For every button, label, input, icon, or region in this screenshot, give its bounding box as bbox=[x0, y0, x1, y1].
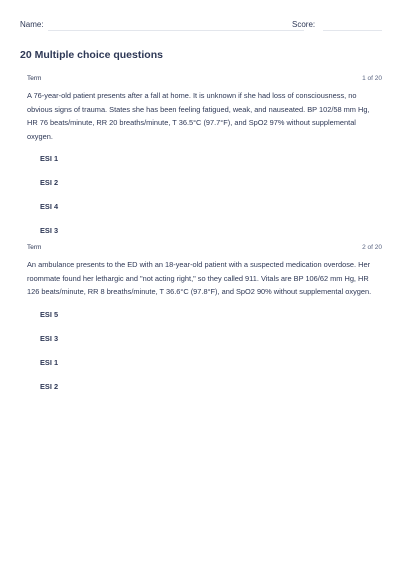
question-text: An ambulance presents to the ED with an 18-year-old patient with a suspected medication overdose. Her roommate found her lethargic and "not acting right," so they called 911. Vitals are BP 106/62 mm Hg, HR 126 beats/minute, RR 8 breaths/minute, T 36.6°C (97.8°F), and SpO2 90% without supplemental oxygen. bbox=[27, 260, 372, 296]
radio-icon[interactable] bbox=[27, 227, 34, 234]
score-field-line[interactable] bbox=[323, 30, 382, 31]
question-card bbox=[27, 75, 382, 249]
question-counter: 1 of 20 bbox=[362, 75, 382, 82]
answer-option-label: ESI 2 bbox=[40, 381, 59, 391]
answer-option-label: ESI 3 bbox=[40, 226, 59, 235]
radio-icon[interactable] bbox=[27, 155, 34, 162]
name-field-line[interactable] bbox=[48, 30, 304, 31]
answer-option-label: ESI 2 bbox=[40, 178, 59, 187]
radio-icon[interactable] bbox=[27, 311, 34, 318]
answer-options bbox=[27, 153, 382, 249]
radio-icon[interactable] bbox=[27, 359, 34, 366]
answer-option-label: ESI 5 bbox=[40, 309, 59, 319]
question-card bbox=[27, 244, 382, 405]
answer-option[interactable] bbox=[27, 309, 382, 333]
section-title: 20 Multiple choice questions bbox=[20, 49, 163, 61]
answer-option[interactable] bbox=[27, 333, 382, 357]
radio-icon[interactable] bbox=[27, 203, 34, 210]
answer-option[interactable] bbox=[27, 357, 382, 381]
answer-option-label: ESI 4 bbox=[40, 202, 59, 211]
answer-option-label: ESI 3 bbox=[40, 333, 59, 343]
answer-option[interactable] bbox=[27, 201, 382, 225]
answer-option-label: ESI 1 bbox=[40, 154, 59, 163]
question-term-label: Term bbox=[27, 244, 42, 251]
radio-icon[interactable] bbox=[27, 179, 34, 186]
radio-icon[interactable] bbox=[27, 335, 34, 342]
question-term-label: Term bbox=[27, 75, 42, 82]
question-text: A 76-year-old patient presents after a fall at home. It is unknown if she had loss of consciousness, no obvious signs of trauma. States she has been feeling fatigued, weak, and nauseated. BP 102/58 mm Hg, HR 76 beats/minute, RR 20 breaths/minute, T 36.5°C (97.7°F), and SpO2 97% without supplemental oxygen. bbox=[27, 91, 370, 141]
answer-option[interactable] bbox=[27, 381, 382, 405]
answer-option[interactable] bbox=[27, 177, 382, 201]
answer-option-label: ESI 1 bbox=[40, 357, 59, 367]
answer-options bbox=[27, 309, 382, 405]
worksheet-header bbox=[20, 20, 382, 32]
score-label: Score: bbox=[292, 20, 316, 29]
radio-icon[interactable] bbox=[27, 383, 34, 390]
answer-option[interactable] bbox=[27, 153, 382, 177]
question-counter: 2 of 20 bbox=[362, 244, 382, 251]
name-label: Name: bbox=[20, 20, 44, 29]
